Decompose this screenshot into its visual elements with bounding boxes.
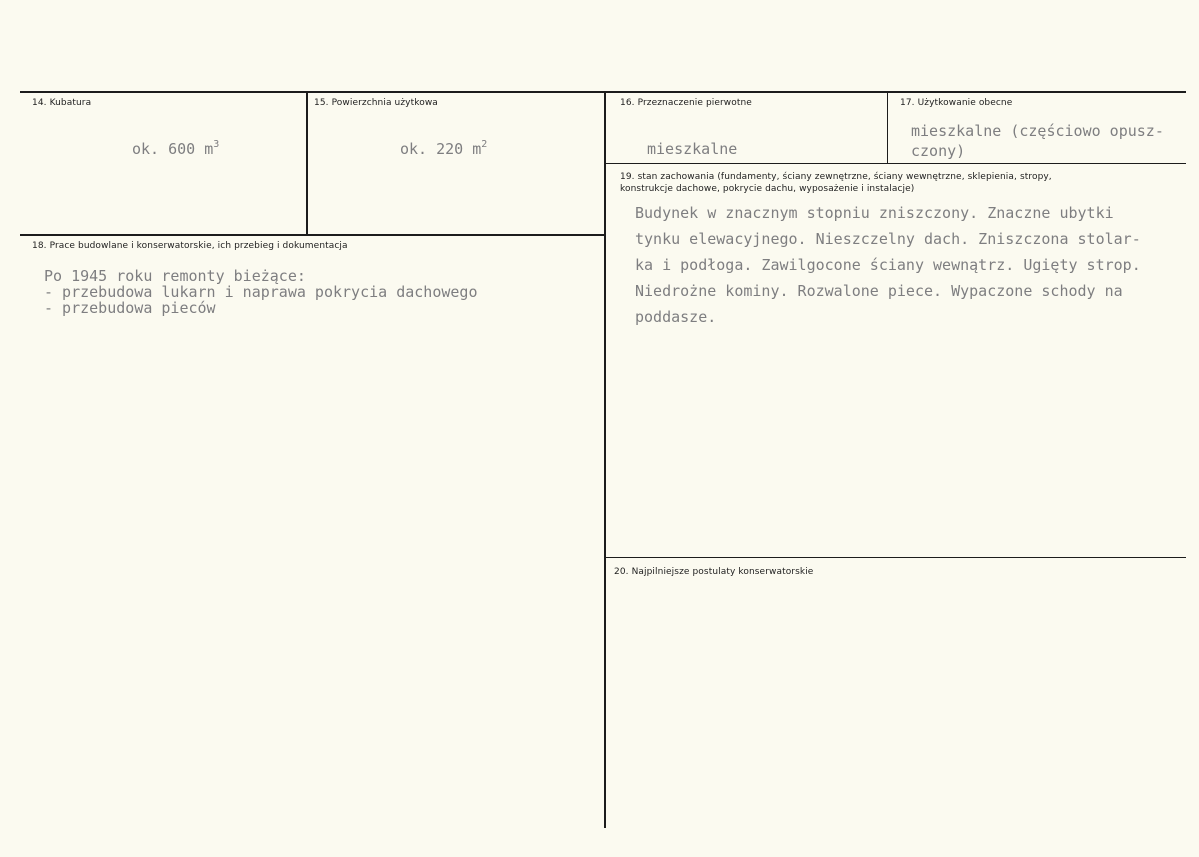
top-rule [20,91,1186,93]
rule-above-20 [606,557,1186,558]
divider-14-15 [306,93,308,235]
field-19-value: Budynek w znacznym stopniu zniszczony. Znaczne ubytki tynku elewacyjnego. Nieszczelny dach. Zniszczona stolar- ka i podłoga. Zawilgocone ściany wewnątrz. Ugięty strop. Niedrożne kominy. Rozwalone piece. Wypaczone schody na poddasze. [635,204,1141,326]
field-16-label: 16. Przeznaczenie pierwotne [620,98,752,108]
field-20-label: 20. Najpilniejsze postulaty konserwatorskie [614,567,814,577]
field-15-value-superscript: 2 [481,139,488,150]
field-19-label: 19. stan zachowania (fundamenty, ściany zewnętrzne, ściany wewnętrzne, sklepienia, stropy, konstrukcje dachowe, pokrycie dachu, wyposażenie i instalacje) [620,172,1052,194]
field-17-value: mieszkalne (częściowo opusz- czony) [911,122,1164,160]
field-15-value-text: ok. 220 m [400,140,482,158]
field-15-label: 15. Powierzchnia użytkowa [314,98,438,108]
center-divider [604,93,606,828]
field-14-value-text: ok. 600 m [132,140,214,158]
field-14-value [132,136,219,162]
rule-under-14-15 [20,234,606,236]
field-17-label: 17. Użytkowanie obecne [900,98,1013,108]
rule-under-16-17 [606,163,1186,164]
field-14-label: 14. Kubatura [32,98,92,108]
divider-16-17 [887,93,888,164]
field-16-value: mieszkalne [647,140,738,158]
field-14-value-superscript: 3 [213,139,220,150]
field-18-value: Po 1945 roku remonty bieżące: - przebudowa lukarn i naprawa pokrycia dachowego - przebudowa pieców [44,267,478,317]
field-18-label: 18. Prace budowlane i konserwatorskie, ich przebieg i dokumentacja [32,241,348,251]
field-15-value [400,136,487,162]
